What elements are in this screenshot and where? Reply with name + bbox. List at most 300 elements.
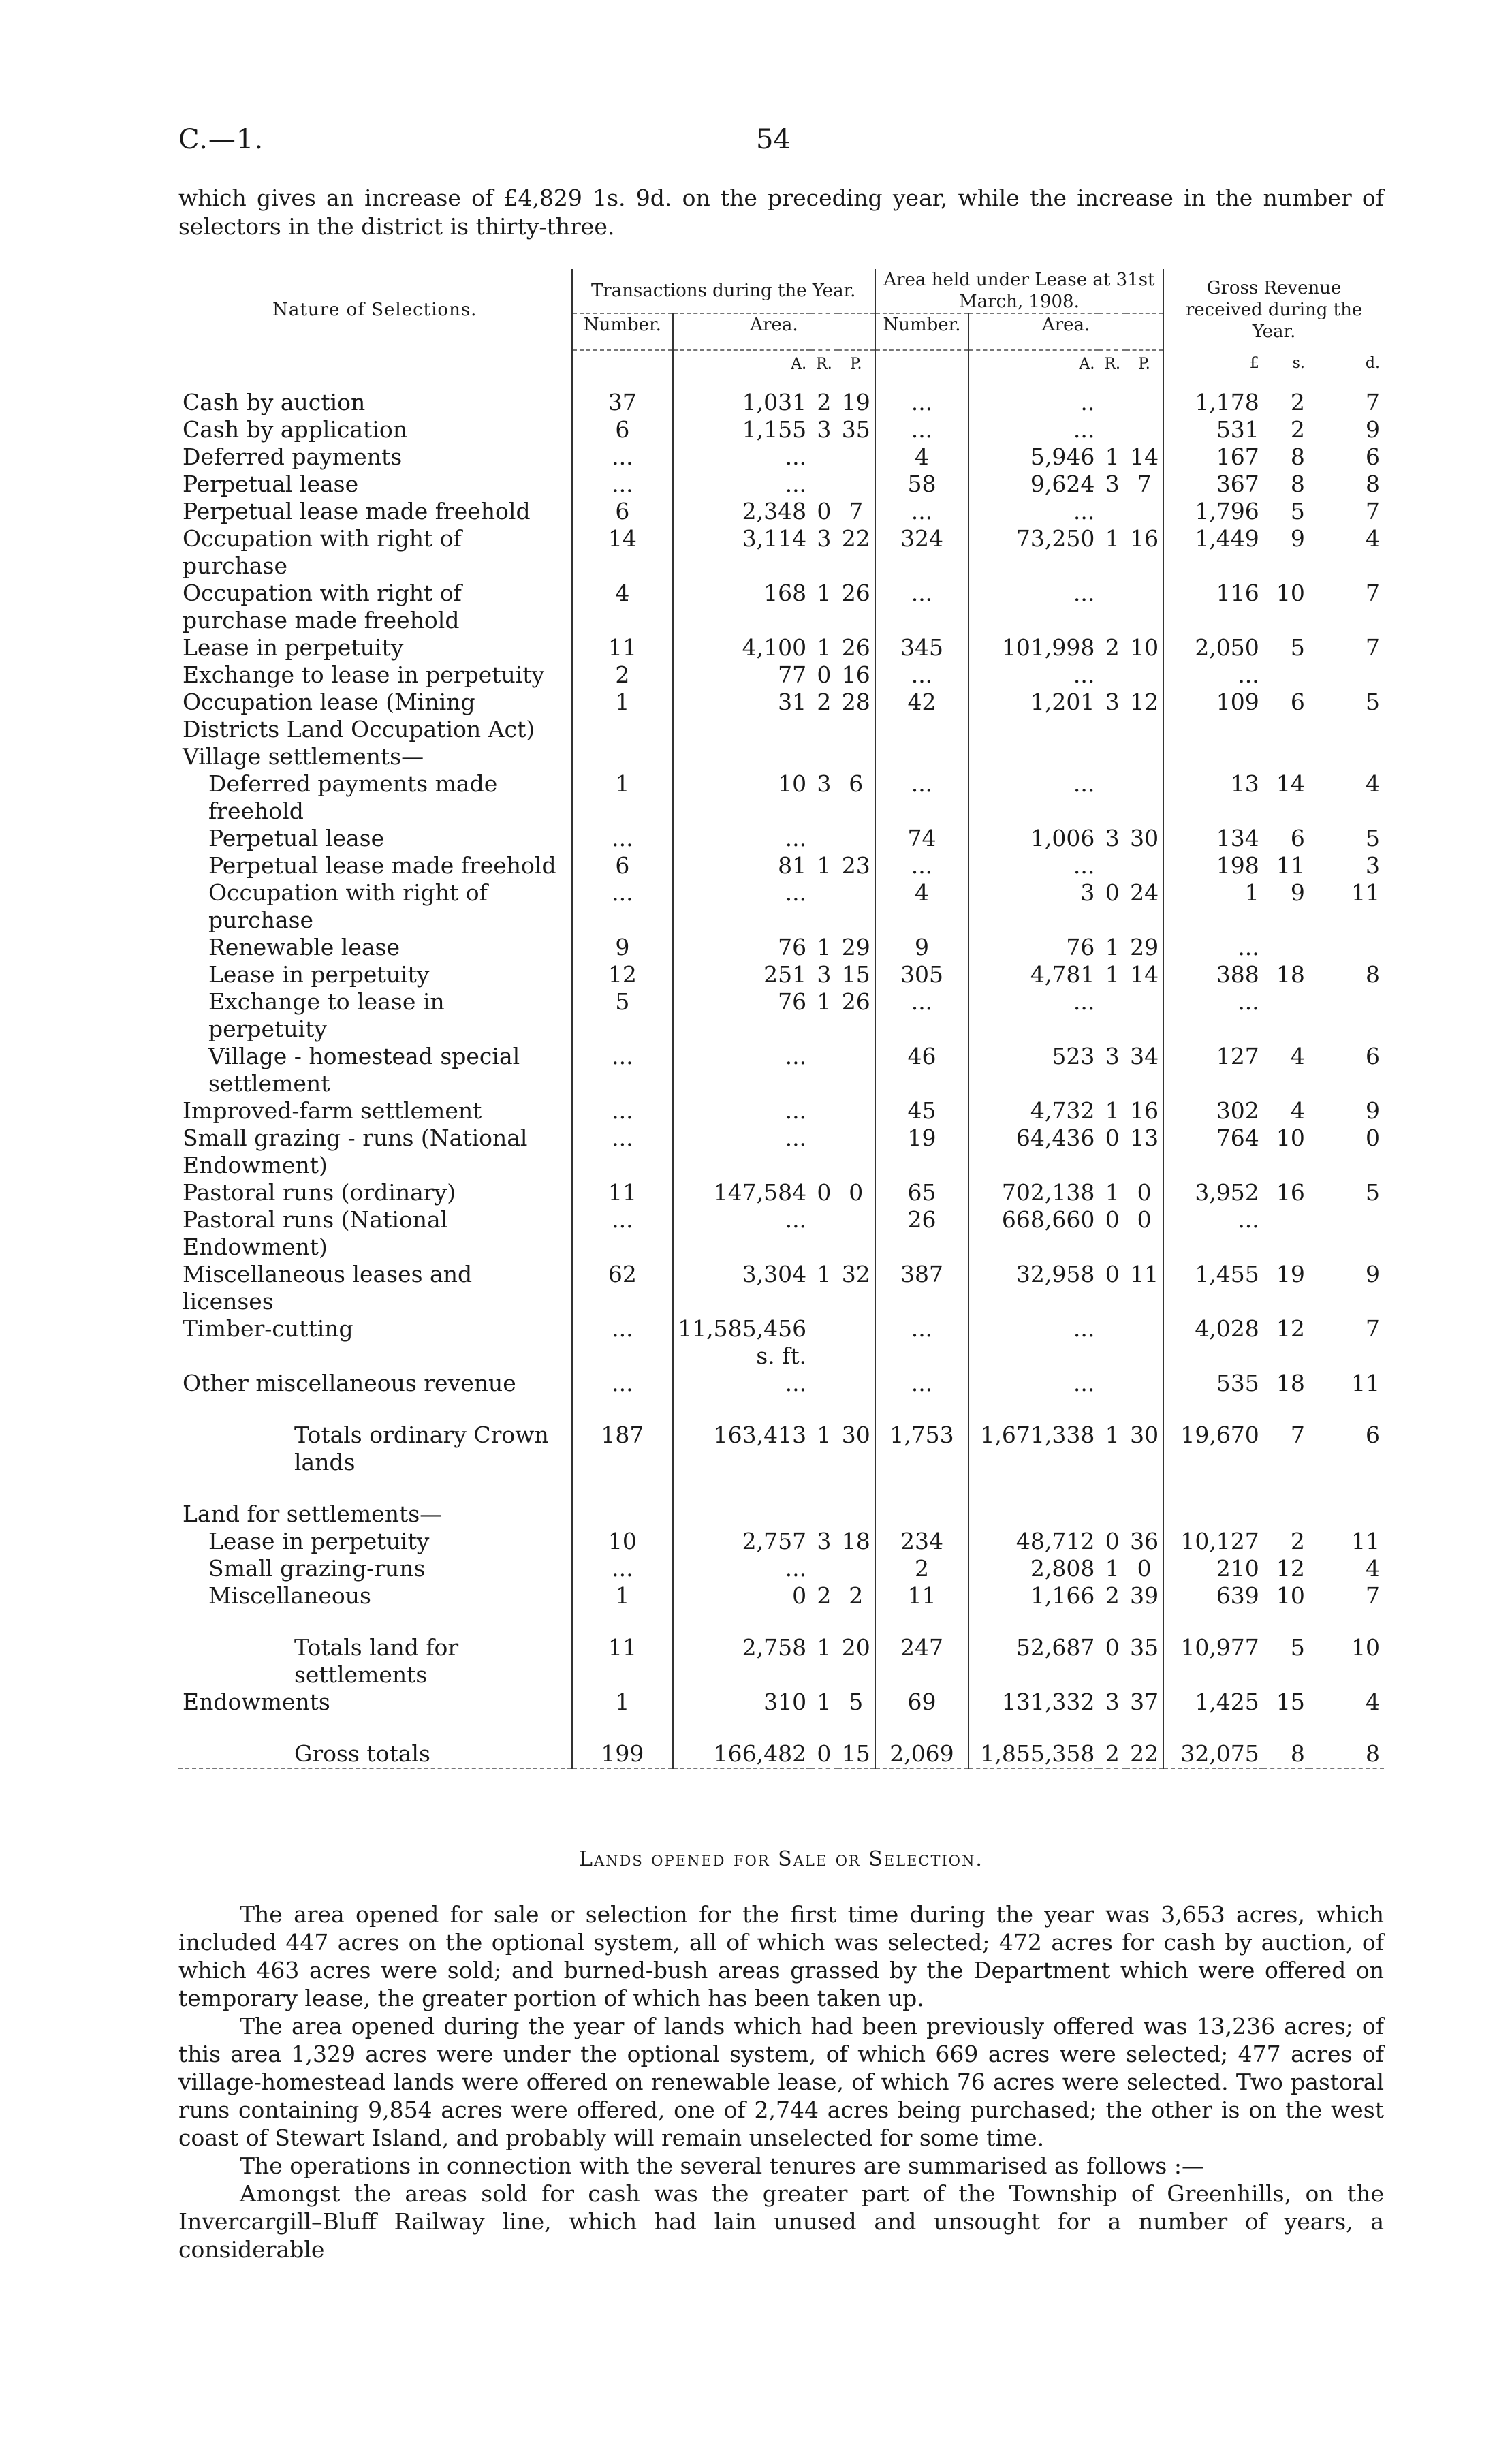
trans-acres: 166,482 [673,1740,810,1768]
held-acres: 4,732 [968,1097,1099,1125]
revenue-pence: 7 [1366,1315,1380,1342]
trans-roods: 1 [817,988,832,1015]
header-area-held: Area held under Lease at 31st March, 1908. [875,269,1163,313]
held-acres: 52,687 [968,1634,1099,1689]
selections-table [178,269,1384,1789]
held-roods [1099,1370,1126,1397]
unit-roods: R. [816,356,832,373]
held-perches: 0 [1137,1206,1152,1233]
trans-acres: 10 [673,770,810,825]
spacer-row [178,1716,1384,1740]
table-row [178,1370,1384,1397]
revenue-shillings: 7 [1290,1422,1305,1448]
held-roods: 2 [1105,1582,1120,1609]
trans-number: ... [572,1125,674,1179]
trans-roods [810,443,838,471]
trans-perches [838,1555,875,1582]
held-acres: ... [968,498,1099,525]
trans-roods [810,1315,838,1370]
row-label: Perpetual lease made freehold [208,852,556,879]
trans-roods: 1 [817,852,832,879]
revenue-pence: 9 [1366,416,1380,443]
trans-perches [838,879,875,934]
trans-perches [838,1206,875,1261]
held-acres: 1,855,358 [968,1740,1099,1768]
held-acres: 1,671,338 [968,1422,1099,1476]
row-label: Pastoral runs (ordinary) [183,1179,456,1206]
row-label: Village settlements— [183,743,424,770]
revenue-pence: 11 [1351,1528,1380,1554]
held-number: 42 [875,689,968,743]
trans-number: 14 [572,525,674,580]
trans-acres: 11,585,456 s. ft. [673,1315,810,1370]
trans-roods: 0 [817,1179,832,1206]
revenue-shillings: 8 [1290,471,1305,497]
trans-perches: 7 [849,498,864,524]
body-text [178,1900,1384,2263]
table-row [178,1555,1384,1582]
held-roods [1099,580,1126,634]
held-perches [1126,1501,1163,1528]
held-acres: 702,138 [968,1179,1099,1206]
revenue-pence: 9 [1366,1261,1380,1287]
revenue-shillings: 10 [1276,1582,1305,1609]
trans-acres: 168 [673,580,810,634]
trans-acres [673,1501,810,1528]
held-number: ... [875,770,968,825]
held-perches [1126,743,1163,770]
trans-number: 6 [572,852,674,879]
revenue-pounds: 2,050 [1163,634,1263,661]
held-acres: 131,332 [968,1689,1099,1716]
held-perches: 14 [1130,443,1159,470]
held-acres: 32,958 [968,1261,1099,1315]
trans-acres: ... [673,1097,810,1125]
table-bottom-rule [178,1768,1384,1789]
header-nature: Nature of Selections. [272,299,477,320]
trans-acres: ... [673,1555,810,1582]
revenue-pounds: ... [1163,661,1263,689]
table-row [178,1501,1384,1528]
revenue-pounds: 167 [1163,443,1263,471]
held-number: ... [875,498,968,525]
row-label: Cash by application [183,416,407,443]
trans-number: 37 [572,389,674,416]
held-roods: 1 [1105,1555,1120,1582]
held-number: 2 [875,1555,968,1582]
revenue-shillings: 8 [1290,1740,1305,1767]
revenue-pence: 7 [1366,1582,1380,1609]
held-perches: 7 [1137,471,1152,497]
held-acres: .. [968,389,1099,416]
trans-acres: ... [673,471,810,498]
trans-perches: 30 [841,1422,870,1448]
revenue-pounds: 639 [1163,1582,1263,1610]
revenue-pounds: ... [1163,988,1263,1043]
held-acres: 668,660 [968,1206,1099,1261]
held-acres: ... [968,661,1099,689]
held-acres: 5,946 [968,443,1099,471]
page-number: 54 [756,124,791,155]
trans-perches [838,471,875,498]
held-number: 46 [875,1043,968,1097]
trans-roods [810,1555,838,1582]
trans-acres: ... [673,443,810,471]
trans-acres: 251 [673,961,810,988]
trans-number: 1 [572,770,674,825]
trans-acres: 0 [673,1582,810,1610]
revenue-pence [1309,661,1384,689]
trans-roods: 2 [817,689,832,715]
trans-perches [838,1125,875,1179]
revenue-pence [1309,1501,1384,1528]
header-gross-revenue: Gross Revenue received during the Year. [1163,269,1384,350]
trans-acres: 1,155 [673,416,810,443]
table-row [178,1097,1384,1125]
held-roods: 0 [1105,1528,1120,1554]
revenue-pence [1309,934,1384,961]
revenue-shillings: 5 [1290,1634,1305,1661]
revenue-pence: 3 [1366,852,1380,879]
section-title: Lands opened for Sale or Selection. [579,1847,983,1871]
revenue-shillings: 4 [1290,1043,1305,1069]
trans-number: ... [572,1555,674,1582]
trans-number: 11 [572,634,674,661]
trans-perches: 32 [841,1261,870,1287]
revenue-pence: 8 [1366,471,1380,497]
trans-number: ... [572,1043,674,1097]
trans-perches: 20 [841,1634,870,1661]
trans-number: 9 [572,934,674,961]
revenue-shillings: 6 [1290,825,1305,851]
held-perches: 30 [1130,1422,1159,1448]
held-number [875,1501,968,1528]
revenue-pounds: 32,075 [1163,1740,1263,1768]
held-acres: ... [968,988,1099,1043]
trans-number: 11 [572,1634,674,1689]
trans-number [572,743,674,770]
held-perches: 10 [1130,634,1159,661]
revenue-pounds: 19,670 [1163,1422,1263,1476]
held-perches: 36 [1130,1528,1159,1554]
held-number: ... [875,416,968,443]
held-roods [1099,416,1126,443]
trans-acres: ... [673,879,810,934]
revenue-pounds: 10,127 [1163,1528,1263,1555]
held-perches: 30 [1130,825,1159,851]
row-label: Perpetual lease [183,471,359,497]
held-number: 4 [875,443,968,471]
table-row [178,852,1384,879]
trans-acres: 3,114 [673,525,810,580]
revenue-shillings: 8 [1290,443,1305,470]
held-roods: 1 [1105,934,1120,960]
trans-acres: 147,584 [673,1179,810,1206]
trans-roods: 3 [817,770,832,797]
revenue-pence: 8 [1366,1740,1380,1767]
trans-acres: ... [673,1206,810,1261]
revenue-pence: 11 [1351,1370,1380,1396]
revenue-pence: 7 [1366,634,1380,661]
table-row [178,416,1384,443]
held-number: 11 [875,1582,968,1610]
revenue-shillings [1263,988,1309,1043]
header-number: Number. [875,313,968,350]
table-row [178,443,1384,471]
held-acres: 4,781 [968,961,1099,988]
held-acres [968,1501,1099,1528]
unit-pounds: £ [1163,350,1263,389]
table-row [178,689,1384,743]
row-label: Land for settlements— [183,1501,443,1527]
table-row [178,1422,1384,1476]
trans-roods [810,1501,838,1528]
table-row [178,1528,1384,1555]
revenue-shillings: 5 [1290,498,1305,524]
trans-acres: 4,100 [673,634,810,661]
revenue-pence: 8 [1366,961,1380,988]
trans-number [572,1501,674,1528]
revenue-pence: 7 [1366,580,1380,606]
document-reference: C.—1. [178,124,264,155]
trans-roods: 1 [817,634,832,661]
trans-acres: 81 [673,852,810,879]
trans-perches: 35 [841,416,870,443]
table-row [178,1634,1384,1689]
revenue-pence: 7 [1366,389,1380,415]
unit-shillings: s. [1292,355,1305,372]
held-roods: 3 [1105,1689,1120,1715]
paragraph: Amongst the areas sold for cash was the greater part of the Township of Greenhills, on the Invercargill–Bluff Railway line, which had lain unused and unsought for a number of years, a considerable [178,2180,1384,2263]
held-perches: 14 [1130,961,1159,988]
row-label: Totals ordinary Crown lands [294,1422,549,1475]
trans-acres: ... [673,1043,810,1097]
revenue-pence [1309,743,1384,770]
held-number: 305 [875,961,968,988]
revenue-pence: 4 [1366,770,1380,797]
held-perches: 12 [1130,689,1159,715]
header-number: Number. [572,313,674,350]
trans-perches: 15 [841,961,870,988]
held-number: 19 [875,1125,968,1179]
held-perches: 11 [1130,1261,1159,1287]
held-roods: 2 [1105,634,1120,661]
unit-acres: A. [673,350,810,389]
trans-acres: 310 [673,1689,810,1716]
held-roods: 3 [1105,689,1120,715]
row-label: Miscellaneous leases and licenses [183,1261,473,1315]
trans-perches: 19 [841,389,870,415]
trans-roods: 1 [817,1634,832,1661]
trans-perches [838,1501,875,1528]
revenue-shillings: 15 [1276,1689,1305,1715]
held-perches [1126,416,1163,443]
trans-number: 2 [572,661,674,689]
revenue-pence: 6 [1366,443,1380,470]
trans-perches [838,743,875,770]
revenue-pence: 9 [1366,1097,1380,1124]
held-number: ... [875,988,968,1043]
row-label: Totals land for settlements [294,1634,459,1688]
trans-acres: 2,758 [673,1634,810,1689]
revenue-pounds: 764 [1163,1125,1263,1179]
trans-number: 199 [572,1740,674,1768]
held-number: 247 [875,1634,968,1689]
spacer-row [178,1610,1384,1634]
revenue-pounds: 535 [1163,1370,1263,1397]
trans-perches: 26 [841,580,870,606]
held-roods [1099,661,1126,689]
revenue-shillings: 11 [1276,852,1305,879]
held-roods: 0 [1105,1634,1120,1661]
row-label: Timber-cutting [183,1315,353,1342]
table-row [178,634,1384,661]
revenue-pounds: 13 [1163,770,1263,825]
table-row [178,1582,1384,1610]
held-roods: 0 [1105,1261,1120,1287]
held-perches [1126,389,1163,416]
revenue-shillings [1263,1206,1309,1261]
trans-roods [810,471,838,498]
revenue-shillings [1263,743,1309,770]
trans-roods [810,1125,838,1179]
row-label: Village - homestead special settlement [208,1043,520,1097]
row-label: Gross totals [294,1740,430,1767]
trans-perches: 0 [849,1179,864,1206]
held-number: 9 [875,934,968,961]
held-acres: 101,998 [968,634,1099,661]
row-label: Renewable lease [208,934,400,960]
revenue-pounds: 1,449 [1163,525,1263,580]
held-perches: 39 [1130,1582,1159,1609]
held-roods [1099,1501,1126,1528]
held-roods: 1 [1105,961,1120,988]
revenue-pounds: 1 [1163,879,1263,934]
trans-number: ... [572,1315,674,1370]
trans-roods: 3 [817,1528,832,1554]
table-row [178,988,1384,1043]
held-number: 45 [875,1097,968,1125]
table-row [178,879,1384,934]
revenue-pence: 0 [1366,1125,1380,1151]
row-label: Lease in perpetuity [183,634,404,661]
held-roods: 0 [1105,1206,1120,1233]
held-number: 324 [875,525,968,580]
held-roods: 1 [1105,1097,1120,1124]
row-label: Perpetual lease made freehold [183,498,531,524]
table-row [178,934,1384,961]
held-number: 387 [875,1261,968,1315]
held-number: ... [875,852,968,879]
trans-roods: 1 [817,1422,832,1448]
row-label: Pastoral runs (National Endowment) [183,1206,448,1260]
held-perches: 37 [1130,1689,1159,1715]
revenue-shillings: 12 [1276,1315,1305,1342]
held-number: ... [875,661,968,689]
trans-roods: 0 [817,661,832,688]
row-label: Small grazing-runs [208,1555,426,1582]
revenue-pounds: 198 [1163,852,1263,879]
row-label: Deferred payments made freehold [208,770,498,824]
trans-perches: 6 [849,770,864,797]
revenue-pounds: ... [1163,934,1263,961]
trans-perches: 5 [849,1689,864,1715]
table-row [178,661,1384,689]
trans-perches: 26 [841,634,870,661]
held-roods: 0 [1105,1125,1120,1151]
held-acres: 3 [968,879,1099,934]
row-label: Occupation with right of purchase [183,525,462,579]
table-row [178,743,1384,770]
held-acres [968,743,1099,770]
held-roods: 1 [1105,1179,1120,1206]
revenue-shillings: 10 [1276,1125,1305,1151]
held-perches: 34 [1130,1043,1159,1069]
table-row [178,498,1384,525]
held-roods: 2 [1105,1740,1120,1767]
units-row [178,350,1384,389]
held-roods: 3 [1105,1043,1120,1069]
trans-acres: ... [673,1125,810,1179]
trans-roods: 1 [817,1261,832,1287]
trans-perches [838,443,875,471]
trans-number: ... [572,879,674,934]
revenue-pence: 6 [1366,1043,1380,1069]
held-perches: 0 [1137,1555,1152,1582]
trans-perches [838,825,875,852]
revenue-pence: 4 [1366,525,1380,552]
table-row [178,770,1384,825]
trans-acres: 76 [673,934,810,961]
revenue-pence: 5 [1366,1179,1380,1206]
trans-roods: 1 [817,580,832,606]
revenue-pounds: 116 [1163,580,1263,634]
held-perches [1126,580,1163,634]
table-row [178,580,1384,634]
held-roods: 1 [1105,525,1120,552]
held-number: 1,753 [875,1422,968,1476]
unit-roods: R. [1104,356,1121,373]
trans-number: ... [572,1097,674,1125]
revenue-pence: 4 [1366,1555,1380,1582]
spacer-row [178,1397,1384,1422]
trans-number: 1 [572,689,674,743]
revenue-shillings: 4 [1290,1097,1305,1124]
trans-roods [810,1043,838,1097]
revenue-shillings: 6 [1290,689,1305,715]
held-perches: 16 [1130,1097,1159,1124]
trans-roods [810,879,838,934]
held-number: 26 [875,1206,968,1261]
revenue-pounds: 109 [1163,689,1263,743]
trans-acres: 77 [673,661,810,689]
trans-perches: 28 [841,689,870,715]
revenue-pence: 11 [1351,879,1380,906]
table-row [178,825,1384,852]
held-acres: ... [968,770,1099,825]
held-perches: 0 [1137,1179,1152,1206]
held-acres: 73,250 [968,525,1099,580]
trans-roods: 0 [817,498,832,524]
held-acres: ... [968,1370,1099,1397]
revenue-shillings: 2 [1290,389,1305,415]
table-row [178,961,1384,988]
revenue-shillings: 2 [1290,1528,1305,1554]
held-perches [1126,1315,1163,1370]
trans-number: 6 [572,416,674,443]
trans-number: ... [572,471,674,498]
unit-perches: P. [850,356,862,373]
